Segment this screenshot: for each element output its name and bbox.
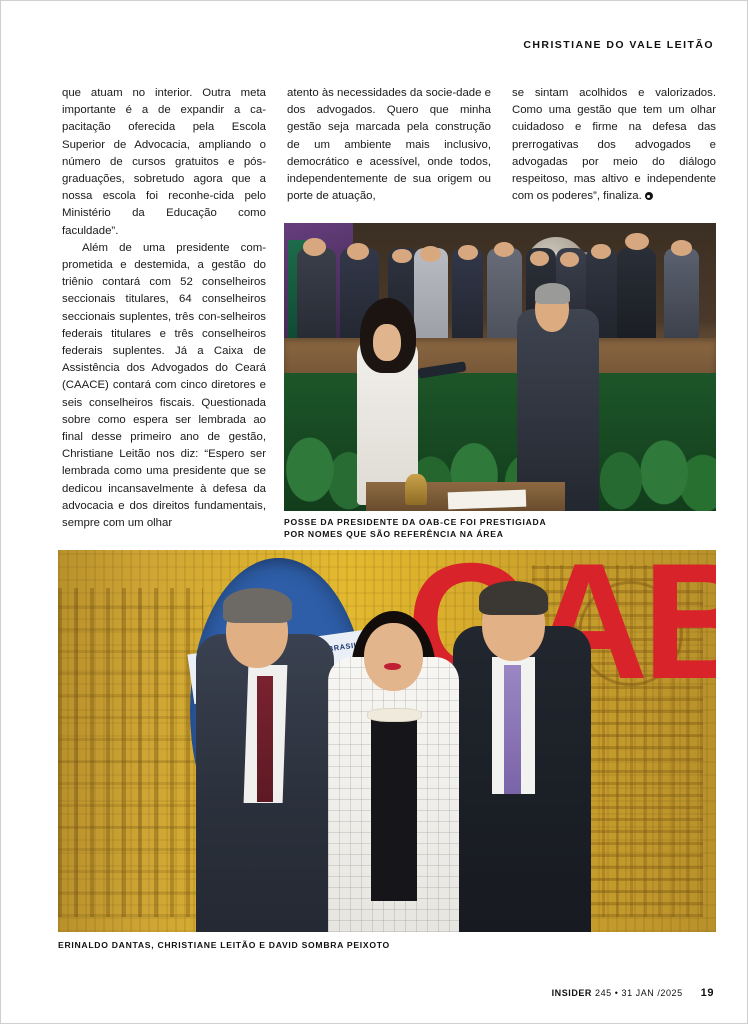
footer-brand: INSIDER xyxy=(551,988,592,998)
photo-person-center-top xyxy=(371,710,417,901)
photo-person-right-tie xyxy=(504,665,521,795)
photo-figure xyxy=(664,248,699,347)
photo-figure-head xyxy=(591,244,611,259)
footer-issue: 245 • 31 JAN /2025 xyxy=(595,988,683,998)
paragraph-text: se sintam acolhidos e valorizados. Como uma gestão que tem um olhar cuidadoso e firme na defesa das prerrogativas dos advogados e advogadas por meio do diálogo respeitoso, mas altivo e independente com os poderes”, finaliza. xyxy=(512,87,716,203)
photo-figure-head xyxy=(392,249,412,264)
photo-man-hair xyxy=(535,283,571,303)
photo-figure xyxy=(414,248,449,347)
group-portrait-photo xyxy=(58,550,716,932)
paragraph: atento às necessidades da socie-dade e dos advogados. Quero que minha gestão seja marcada pela construção de um ambiente mais inclusivo, democrático e acessível, onde todos, independentemente de sua origem ou porte de atuação, xyxy=(287,87,491,203)
ceremony-photo xyxy=(284,223,716,511)
photo-figure-head xyxy=(347,243,369,260)
page-footer xyxy=(552,987,714,999)
paragraph: que atuam no interior. Outra meta importante é a de expandir a ca-pacitação oferecida pela Escola Superior de Advocacia, ampliando o número de cursos gratuitos e pós-graduações, sobretudo agora que a nossa escola foi reconhe-cida pelo Ministério da Educação como faculdade”. xyxy=(62,87,266,237)
photo-person-right-hair xyxy=(479,581,548,615)
caption-line: POR NOMES QUE SÃO REFERÊNCIA NA ÁREA xyxy=(284,528,504,539)
photo-figure-head xyxy=(625,233,648,250)
photo-figure xyxy=(617,248,656,347)
photo-person-left-tie xyxy=(257,676,273,802)
photo-figure xyxy=(452,248,482,347)
photo-person-center-necklace xyxy=(367,708,422,721)
caption-line: POSSE DA PRESIDENTE DA OAB-CE FOI PRESTIGIADA xyxy=(284,517,547,527)
text-column-1 xyxy=(62,85,266,532)
paragraph: Além de uma presidente com-prometida e destemida, a gestão do triênio contará com 52 conselheiros seccionais titulares, 64 conselheiros seccionais suplentes, três con-selheiros federais titulares e três conselheiros federais suplentes. Já a Caixa de Assistência dos Advogados do Ceará (CAACE) contará com cinco diretores e seis conselheiros fiscais. Questionada sobre como espera ser lembrada ao final desse primeiro ano de gestão, Christiane Leitão nos diz: “Espero ser lembrada como uma presidente que se dedicou incansavelmente à defesa da advocacia e dos direitos fundamentais, sempre com um olhar xyxy=(62,241,266,530)
ceremony-photo-caption xyxy=(284,517,704,540)
photo-figure-head xyxy=(458,245,478,260)
photo-figure xyxy=(297,248,336,347)
photo-woman-face xyxy=(373,324,401,361)
footer-brand-issue xyxy=(552,988,683,998)
photo-figure-head xyxy=(420,246,441,262)
group-portrait-caption: ERINALDO DANTAS, CHRISTIANE LEITÃO E DAVID SOMBRA PEIXOTO xyxy=(58,940,390,950)
photo-person-center-head xyxy=(364,623,423,692)
photo-standing-row xyxy=(284,226,716,347)
photo-man-body xyxy=(517,309,599,511)
photo-document xyxy=(448,490,526,510)
page-number: 19 xyxy=(700,987,714,999)
end-of-article-icon xyxy=(645,192,653,200)
photo-backdrop-gate xyxy=(58,588,203,917)
photo-person-left-hair xyxy=(223,588,292,622)
running-head: CHRISTIANE DO VALE LEITÃO xyxy=(523,39,714,51)
photo-bell xyxy=(405,474,427,506)
paragraph xyxy=(512,85,716,205)
photo-seal-text: BRASIL xyxy=(327,640,360,654)
photo-figure-head xyxy=(530,251,549,266)
